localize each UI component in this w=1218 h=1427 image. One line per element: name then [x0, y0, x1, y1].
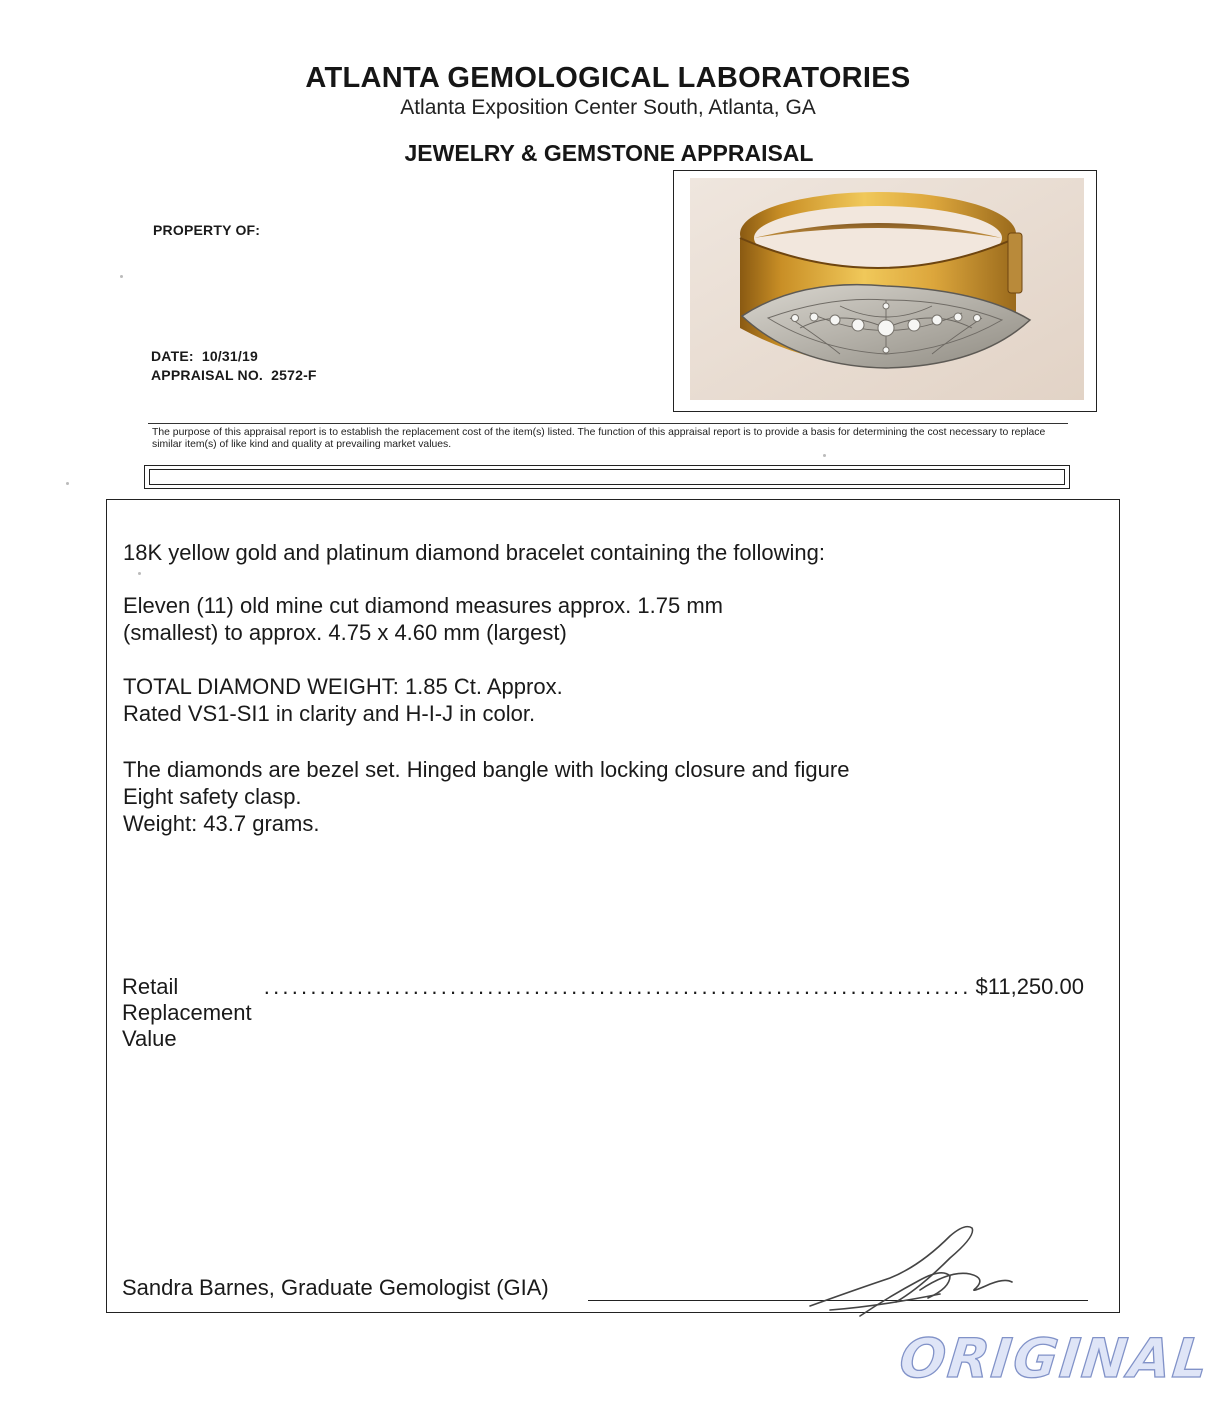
purpose-statement: The purpose of this appraisal report is to establish the replacement cost of the item(s) listed. The function of this appraisal report is to provide a basis for determining the cost necessary to replace similar item(s) of like kind and quality at prevailing market values.: [152, 427, 1046, 450]
lab-name: ATLANTA GEMOLOGICAL LABORATORIES: [305, 62, 911, 94]
weight-line-1: TOTAL DIAMOND WEIGHT: 1.85 Ct. Approx.: [123, 674, 563, 699]
header-divider-box-inner: [149, 469, 1065, 485]
property-of-label: PROPERTY OF:: [153, 222, 261, 238]
diamonds-line-2: (smallest) to approx. 4.75 x 4.60 mm (largest): [123, 620, 567, 645]
valuation-leader: ............................................................................: [263, 974, 972, 999]
date-label: DATE:: [151, 348, 194, 364]
bracelet-photo: [690, 178, 1084, 400]
scan-speck: [120, 275, 123, 278]
scan-speck: [823, 454, 826, 457]
appraisal-no-row: [151, 367, 317, 383]
date-row: [151, 348, 258, 364]
purpose-rule: [148, 423, 1068, 424]
appraisal-no-value: 2572-F: [271, 367, 317, 383]
weight-line-2: Rated VS1-SI1 in clarity and H-I-J in color.: [123, 701, 536, 726]
setting-line-3: Weight: 43.7 grams.: [123, 811, 320, 836]
diamonds-line-1: Eleven (11) old mine cut diamond measures approx. 1.75 mm: [123, 593, 723, 618]
setting-line-1: The diamonds are bezel set. Hinged bangle with locking closure and figure: [123, 757, 850, 782]
valuation-amount: $11,250.00: [975, 974, 1084, 999]
description-intro: 18K yellow gold and platinum diamond bracelet containing the following:: [123, 540, 826, 565]
original-stamp: ORIGINAL: [896, 1327, 1213, 1390]
photo-frame: [673, 170, 1097, 412]
date-value: 10/31/19: [201, 348, 258, 364]
valuation-row: [122, 974, 1084, 1052]
appraisal-no-label: APPRAISAL NO.: [151, 367, 264, 383]
valuation-label: Retail Replacement Value: [122, 974, 252, 1051]
setting-line-2: Eight safety clasp.: [123, 784, 302, 809]
header-divider-box: [144, 465, 1070, 489]
scan-speck: [138, 572, 141, 575]
signer-name: Sandra Barnes, Graduate Gemologist (GIA): [122, 1275, 549, 1300]
lab-address: Atlanta Exposition Center South, Atlanta, GA: [400, 96, 816, 119]
scan-speck: [66, 482, 69, 485]
document-title: JEWELRY & GEMSTONE APPRAISAL: [404, 140, 814, 166]
handwritten-signature: [800, 1218, 1020, 1333]
